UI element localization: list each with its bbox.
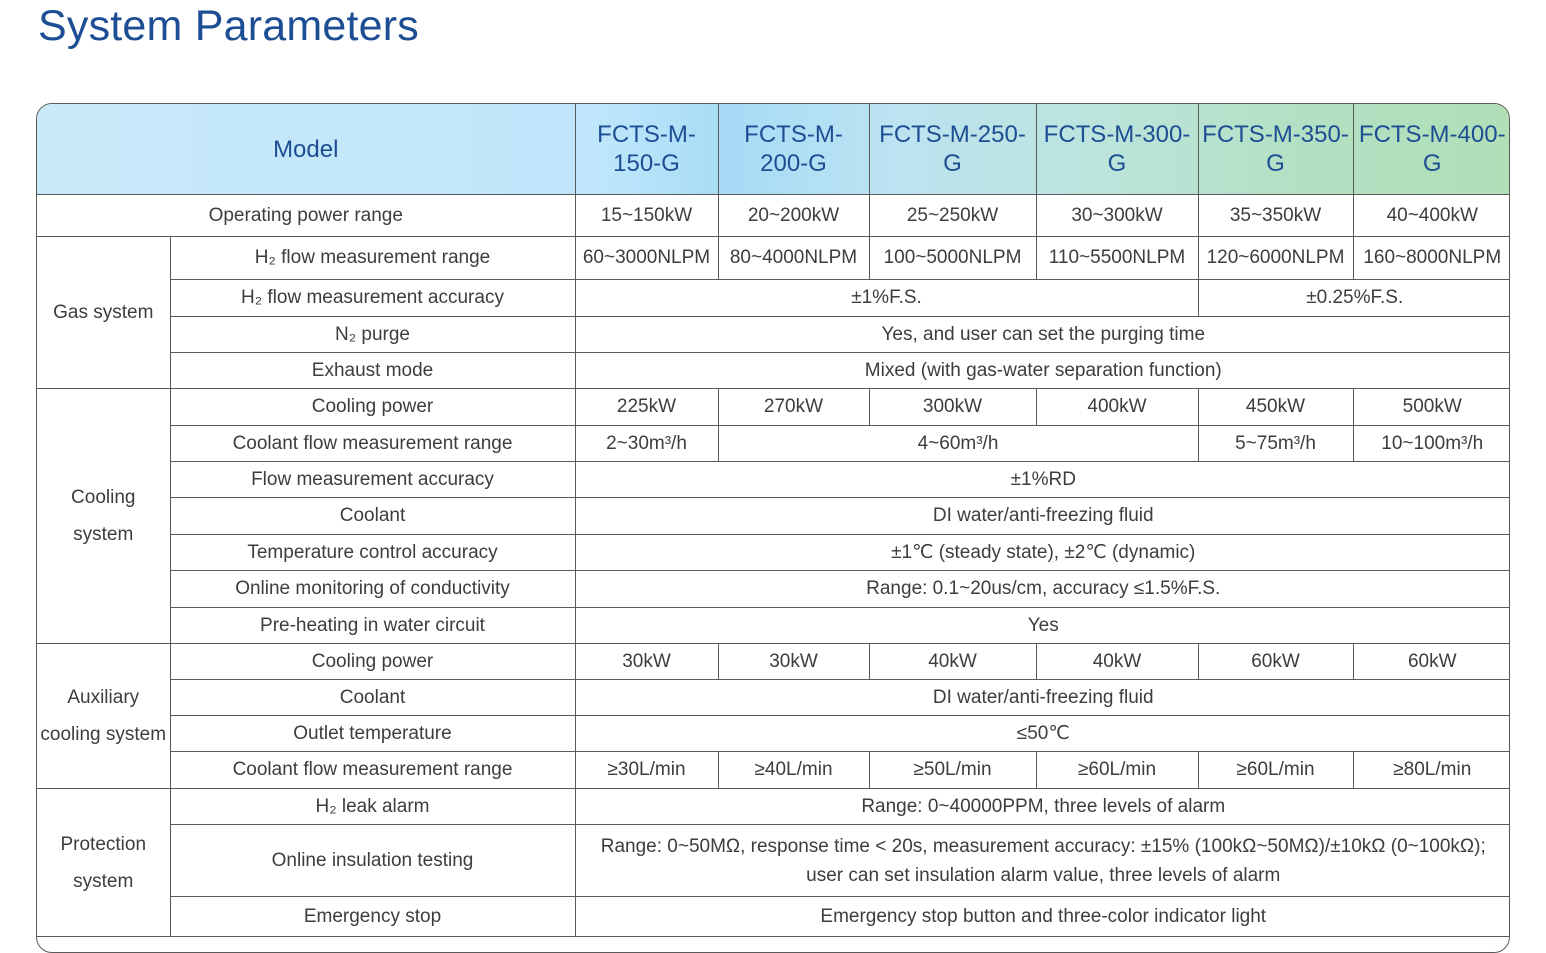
model-header: Model <box>37 104 575 195</box>
table-cell: 40~400kW <box>1353 195 1510 237</box>
page-title: System Parameters <box>38 2 419 50</box>
table-cell: ≥60L/min <box>1198 752 1353 789</box>
table-cell: ≥30L/min <box>575 752 718 789</box>
model-300-header: FCTS-M-300-G <box>1036 104 1198 195</box>
table-row <box>37 608 1510 644</box>
table-cell: 300kW <box>869 389 1036 426</box>
table-cell: ≥50L/min <box>869 752 1036 789</box>
preheat-label: Pre-heating in water circuit <box>170 608 575 644</box>
table-cell: 40kW <box>869 644 1036 680</box>
operating-power-label: Operating power range <box>37 195 575 237</box>
table-cell: 5~75m³/h <box>1198 426 1353 462</box>
table-cell: 30kW <box>718 644 869 680</box>
outlet-temp-label: Outlet temperature <box>170 716 575 752</box>
table-cell: 2~30m³/h <box>575 426 718 462</box>
table-cell: Yes <box>575 608 1510 644</box>
table-cell: ≥80L/min <box>1353 752 1510 789</box>
model-350-header: FCTS-M-350-G <box>1198 104 1353 195</box>
model-200-header: FCTS-M-200-G <box>718 104 869 195</box>
aux-coolant-label: Coolant <box>170 680 575 716</box>
temp-accuracy-label: Temperature control accuracy <box>170 535 575 571</box>
table-cell: 160~8000NLPM <box>1353 237 1510 280</box>
table-row <box>37 571 1510 608</box>
table-cell: 450kW <box>1198 389 1353 426</box>
table-row <box>37 680 1510 716</box>
table-cell: 25~250kW <box>869 195 1036 237</box>
table-cell: ±0.25%F.S. <box>1198 280 1510 317</box>
gas-system-group: Gas system <box>37 237 170 389</box>
protection-system-group: Protection system <box>37 789 170 937</box>
table-cell: 110~5500NLPM <box>1036 237 1198 280</box>
aux-cooling-group: Auxiliary cooling system <box>37 644 170 789</box>
spec-table <box>37 104 1510 937</box>
table-row <box>37 426 1510 462</box>
table-cell: 225kW <box>575 389 718 426</box>
table-cell: 10~100m³/h <box>1353 426 1510 462</box>
table-cell: ±1%RD <box>575 462 1510 498</box>
exhaust-mode-label: Exhaust mode <box>170 353 575 389</box>
table-cell: Mixed (with gas-water separation function) <box>575 353 1510 389</box>
table-cell: 60~3000NLPM <box>575 237 718 280</box>
spec-table-container <box>36 103 1510 933</box>
table-cell: 500kW <box>1353 389 1510 426</box>
table-cell: ±1℃ (steady state), ±2℃ (dynamic) <box>575 535 1510 571</box>
h2-flow-range-label: H₂ flow measurement range <box>170 237 575 280</box>
table-cell: 80~4000NLPM <box>718 237 869 280</box>
flow-accuracy-label: Flow measurement accuracy <box>170 462 575 498</box>
table-cell: 100~5000NLPM <box>869 237 1036 280</box>
table-cell: Range: 0~50MΩ, response time < 20s, measurement accuracy: ±15% (100kΩ~50MΩ)/±10kΩ (0~100kΩ); user can set insulation alarm value, three levels of alarm <box>575 825 1510 897</box>
table-cell: 60kW <box>1353 644 1510 680</box>
table-row <box>37 897 1510 937</box>
table-row <box>37 462 1510 498</box>
h2-flow-accuracy-label: H₂ flow measurement accuracy <box>170 280 575 317</box>
spec-table-frame <box>36 103 1510 953</box>
table-cell: 120~6000NLPM <box>1198 237 1353 280</box>
table-cell: Emergency stop button and three-color indicator light <box>575 897 1510 937</box>
table-row <box>37 280 1510 317</box>
table-row <box>37 195 1510 237</box>
table-cell: DI water/anti-freezing fluid <box>575 498 1510 535</box>
model-250-header: FCTS-M-250-G <box>869 104 1036 195</box>
table-cell: 20~200kW <box>718 195 869 237</box>
header-row <box>37 104 1510 195</box>
insulation-label: Online insulation testing <box>170 825 575 897</box>
table-cell: 35~350kW <box>1198 195 1353 237</box>
table-row <box>37 317 1510 353</box>
cooling-power-label: Cooling power <box>170 389 575 426</box>
table-cell: 4~60m³/h <box>718 426 1198 462</box>
n2-purge-label: N₂ purge <box>170 317 575 353</box>
cooling-system-group: Cooling system <box>37 389 170 644</box>
table-cell: 30kW <box>575 644 718 680</box>
conductivity-label: Online monitoring of conductivity <box>170 571 575 608</box>
table-cell: ≤50℃ <box>575 716 1510 752</box>
table-cell: 60kW <box>1198 644 1353 680</box>
table-cell: ±1%F.S. <box>575 280 1198 317</box>
table-cell: 400kW <box>1036 389 1198 426</box>
table-cell: DI water/anti-freezing fluid <box>575 680 1510 716</box>
aux-flow-range-label: Coolant flow measurement range <box>170 752 575 789</box>
table-row <box>37 825 1510 897</box>
table-row <box>37 535 1510 571</box>
table-row <box>37 237 1510 280</box>
table-cell: Range: 0~40000PPM, three levels of alarm <box>575 789 1510 825</box>
table-row <box>37 789 1510 825</box>
aux-cooling-power-label: Cooling power <box>170 644 575 680</box>
table-cell: Range: 0.1~20us/cm, accuracy ≤1.5%F.S. <box>575 571 1510 608</box>
model-150-header: FCTS-M-150-G <box>575 104 718 195</box>
h2-leak-label: H₂ leak alarm <box>170 789 575 825</box>
table-row <box>37 716 1510 752</box>
table-row <box>37 353 1510 389</box>
table-row <box>37 644 1510 680</box>
table-row <box>37 752 1510 789</box>
table-cell: Yes, and user can set the purging time <box>575 317 1510 353</box>
table-cell: 15~150kW <box>575 195 718 237</box>
coolant-label: Coolant <box>170 498 575 535</box>
table-row <box>37 498 1510 535</box>
table-cell: 270kW <box>718 389 869 426</box>
table-cell: ≥40L/min <box>718 752 869 789</box>
table-cell: 30~300kW <box>1036 195 1198 237</box>
coolant-flow-range-label: Coolant flow measurement range <box>170 426 575 462</box>
table-cell: 40kW <box>1036 644 1198 680</box>
model-400-header: FCTS-M-400-G <box>1353 104 1510 195</box>
table-cell: ≥60L/min <box>1036 752 1198 789</box>
estop-label: Emergency stop <box>170 897 575 937</box>
table-row <box>37 389 1510 426</box>
